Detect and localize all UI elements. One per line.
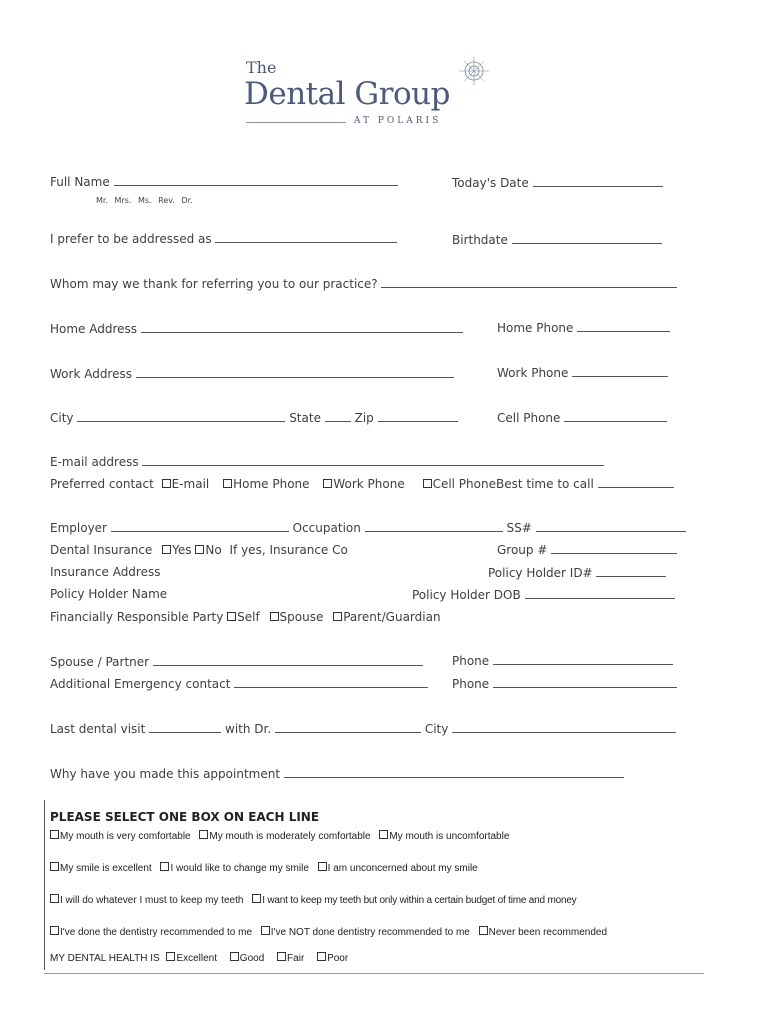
addressed-as-label: I prefer to be addressed as bbox=[50, 232, 212, 246]
emergency-phone-line[interactable] bbox=[493, 678, 677, 688]
full-name-label: Full Name bbox=[50, 175, 110, 189]
emergency-contact-field[interactable] bbox=[50, 677, 428, 691]
last-visit-line[interactable] bbox=[149, 723, 221, 733]
survey-option[interactable]: My mouth is moderately comfortable bbox=[199, 831, 370, 842]
birthdate-label: Birthdate bbox=[452, 233, 508, 247]
spouse-partner-line[interactable] bbox=[153, 656, 423, 666]
contact-cell-phone-option[interactable]: Cell Phone bbox=[423, 477, 496, 491]
state-line[interactable] bbox=[325, 412, 351, 422]
policy-holder-id-label: Policy Holder ID# bbox=[488, 566, 593, 580]
email-line[interactable] bbox=[142, 456, 604, 466]
health-good-option[interactable]: Good bbox=[230, 953, 264, 964]
addressed-as-field[interactable] bbox=[50, 232, 397, 246]
full-name-line[interactable] bbox=[114, 176, 398, 186]
checkbox-icon[interactable] bbox=[162, 545, 171, 554]
party-self-option[interactable]: Self bbox=[227, 610, 260, 624]
work-phone-field[interactable] bbox=[497, 366, 668, 380]
logo-rule bbox=[246, 122, 346, 123]
checkbox-icon[interactable] bbox=[199, 830, 208, 839]
emergency-phone-label: Phone bbox=[452, 677, 490, 691]
preferred-contact-row bbox=[50, 477, 496, 491]
policy-holder-name-label: Policy Holder Name bbox=[50, 587, 168, 601]
checkbox-icon[interactable] bbox=[50, 926, 59, 935]
ss-label: SS# bbox=[506, 521, 532, 535]
todays-date-field[interactable] bbox=[452, 176, 663, 190]
group-field[interactable] bbox=[497, 543, 677, 557]
spouse-partner-label: Spouse / Partner bbox=[50, 655, 150, 669]
todays-date-label: Today's Date bbox=[452, 176, 529, 190]
occupation-line[interactable] bbox=[365, 522, 503, 532]
policy-holder-dob-label: Policy Holder DOB bbox=[412, 588, 521, 602]
checkbox-icon[interactable] bbox=[195, 545, 204, 554]
checkbox-icon[interactable] bbox=[50, 830, 59, 839]
state-label: State bbox=[289, 411, 321, 425]
work-address-label: Work Address bbox=[50, 367, 132, 381]
financially-responsible-row bbox=[50, 610, 441, 624]
health-poor-option[interactable]: Poor bbox=[317, 953, 348, 964]
survey-line-1 bbox=[50, 830, 509, 842]
checkbox-icon[interactable] bbox=[252, 894, 261, 903]
best-time-field[interactable] bbox=[496, 477, 674, 491]
checkbox-icon[interactable] bbox=[162, 479, 171, 488]
last-visit-row bbox=[50, 722, 676, 736]
checkbox-icon[interactable] bbox=[479, 926, 488, 935]
compass-icon bbox=[456, 56, 492, 86]
preferred-contact-label: Preferred contact bbox=[50, 477, 154, 491]
city-label: City bbox=[50, 411, 74, 425]
survey-option[interactable]: I am unconcerned about my smile bbox=[318, 863, 478, 874]
checkbox-icon[interactable] bbox=[227, 612, 236, 621]
policy-holder-dob-line[interactable] bbox=[525, 589, 675, 599]
email-field[interactable] bbox=[50, 455, 604, 469]
spouse-phone-line[interactable] bbox=[493, 655, 673, 665]
city-line[interactable] bbox=[77, 412, 285, 422]
dental-insurance-row bbox=[50, 543, 348, 557]
occupation-label: Occupation bbox=[292, 521, 361, 535]
referral-field[interactable] bbox=[50, 277, 677, 291]
dental-health-row bbox=[50, 952, 348, 964]
home-address-field[interactable] bbox=[50, 322, 463, 336]
dr-line[interactable] bbox=[275, 723, 421, 733]
checkbox-icon[interactable] bbox=[230, 952, 239, 961]
policy-holder-dob-field[interactable] bbox=[412, 588, 675, 602]
emergency-contact-label: Additional Emergency contact bbox=[50, 677, 231, 691]
checkbox-icon[interactable] bbox=[318, 862, 327, 871]
checkbox-icon[interactable] bbox=[50, 894, 59, 903]
home-address-label: Home Address bbox=[50, 322, 138, 336]
with-dr-label: with Dr. bbox=[225, 722, 272, 736]
spouse-phone-field[interactable] bbox=[452, 654, 673, 668]
survey-option[interactable]: I've NOT done dentistry recommended to me bbox=[261, 927, 470, 938]
checkbox-icon[interactable] bbox=[333, 612, 342, 621]
health-fair-option[interactable]: Fair bbox=[277, 953, 304, 964]
insurance-no-option[interactable]: No bbox=[195, 543, 221, 557]
survey-heading: PLEASE SELECT ONE BOX ON EACH LINE bbox=[50, 810, 320, 824]
home-phone-label: Home Phone bbox=[497, 321, 574, 335]
work-phone-label: Work Phone bbox=[497, 366, 569, 380]
survey-option[interactable]: My mouth is very comfortable bbox=[50, 831, 191, 842]
policy-holder-id-field[interactable] bbox=[488, 566, 666, 580]
survey-left-border bbox=[44, 800, 45, 970]
party-parent-option[interactable]: Parent/Guardian bbox=[333, 610, 440, 624]
employer-label: Employer bbox=[50, 521, 107, 535]
checkbox-icon[interactable] bbox=[160, 862, 169, 871]
city-field[interactable] bbox=[50, 411, 458, 425]
survey-option[interactable]: I will do whatever I must to keep my teeth bbox=[50, 895, 243, 906]
employer-line[interactable] bbox=[111, 522, 289, 532]
checkbox-icon[interactable] bbox=[277, 952, 286, 961]
group-line[interactable] bbox=[551, 544, 677, 554]
survey-line-4 bbox=[50, 926, 607, 938]
contact-email-option[interactable]: E-mail bbox=[162, 477, 210, 491]
survey-option[interactable]: Never been recommended bbox=[479, 927, 607, 938]
policy-holder-id-line[interactable] bbox=[596, 567, 666, 577]
checkbox-icon[interactable] bbox=[50, 862, 59, 871]
group-label: Group # bbox=[497, 543, 548, 557]
logo-sub: AT POLARIS bbox=[354, 116, 442, 126]
dental-insurance-label: Dental Insurance bbox=[50, 543, 153, 557]
work-address-field[interactable] bbox=[50, 367, 454, 381]
checkbox-icon[interactable] bbox=[423, 479, 432, 488]
checkbox-icon[interactable] bbox=[223, 479, 232, 488]
survey-line-2 bbox=[50, 862, 478, 874]
checkbox-icon[interactable] bbox=[379, 830, 388, 839]
work-address-line[interactable] bbox=[136, 368, 454, 378]
todays-date-line[interactable] bbox=[533, 177, 663, 187]
survey-option[interactable]: My smile is excellent bbox=[50, 863, 152, 874]
zip-label: Zip bbox=[354, 411, 374, 425]
full-name-field[interactable] bbox=[50, 175, 398, 189]
survey-option[interactable]: I've done the dentistry recommended to me bbox=[50, 927, 252, 938]
home-phone-field[interactable] bbox=[497, 321, 670, 335]
cell-phone-label: Cell Phone bbox=[497, 411, 561, 425]
checkbox-icon[interactable] bbox=[323, 479, 332, 488]
logo-main: Dental Group bbox=[244, 76, 450, 112]
best-time-label: Best time to call bbox=[496, 477, 594, 491]
last-visit-label: Last dental visit bbox=[50, 722, 146, 736]
cell-phone-line[interactable] bbox=[564, 412, 667, 422]
survey-line-3 bbox=[50, 894, 576, 906]
dental-health-label: MY DENTAL HEALTH IS bbox=[50, 953, 160, 964]
visit-city-line[interactable] bbox=[452, 723, 676, 733]
birthdate-field[interactable] bbox=[452, 233, 662, 247]
insurance-yes-option[interactable]: Yes bbox=[162, 543, 191, 557]
survey-option[interactable]: I want to keep my teeth but only within a certain budget of time and money bbox=[252, 895, 576, 906]
referral-label: Whom may we thank for referring you to our practice? bbox=[50, 277, 378, 291]
logo-the: The bbox=[246, 58, 277, 77]
best-time-line[interactable] bbox=[598, 478, 674, 488]
contact-work-phone-option[interactable]: Work Phone bbox=[323, 477, 404, 491]
birthdate-line[interactable] bbox=[512, 234, 662, 244]
name-titles: Mr. Mrs. Ms. Rev. Dr. bbox=[96, 196, 193, 205]
party-spouse-option[interactable]: Spouse bbox=[270, 610, 324, 624]
insurance-address-label: Insurance Address bbox=[50, 565, 161, 579]
emergency-phone-field[interactable] bbox=[452, 677, 677, 691]
home-address-line[interactable] bbox=[141, 323, 463, 333]
cell-phone-field[interactable] bbox=[497, 411, 667, 425]
contact-home-phone-option[interactable]: Home Phone bbox=[223, 477, 309, 491]
home-phone-line[interactable] bbox=[577, 322, 670, 332]
emergency-contact-line[interactable] bbox=[234, 678, 428, 688]
employer-row bbox=[50, 521, 686, 535]
email-label: E-mail address bbox=[50, 455, 139, 469]
financially-responsible-label: Financially Responsible Party bbox=[50, 610, 224, 624]
visit-city-label: City bbox=[424, 722, 449, 736]
addressed-as-line[interactable] bbox=[215, 233, 397, 243]
checkbox-icon[interactable] bbox=[166, 952, 175, 961]
spouse-phone-label: Phone bbox=[452, 654, 490, 668]
work-phone-line[interactable] bbox=[572, 367, 668, 377]
if-yes-label: If yes, Insurance Co bbox=[229, 543, 348, 557]
referral-line[interactable] bbox=[381, 278, 677, 288]
zip-line[interactable] bbox=[378, 412, 458, 422]
checkbox-icon[interactable] bbox=[261, 926, 270, 935]
checkbox-icon[interactable] bbox=[317, 952, 326, 961]
survey-option[interactable]: My mouth is uncomfortable bbox=[379, 831, 509, 842]
ss-line[interactable] bbox=[536, 522, 686, 532]
checkbox-icon[interactable] bbox=[270, 612, 279, 621]
survey-option[interactable]: I would like to change my smile bbox=[160, 863, 308, 874]
health-excellent-option[interactable]: Excellent bbox=[166, 953, 217, 964]
why-line[interactable] bbox=[284, 768, 624, 778]
survey-bottom-rule bbox=[44, 973, 704, 974]
spouse-partner-field[interactable] bbox=[50, 655, 423, 669]
why-label: Why have you made this appointment bbox=[50, 767, 281, 781]
why-field[interactable] bbox=[50, 767, 624, 781]
